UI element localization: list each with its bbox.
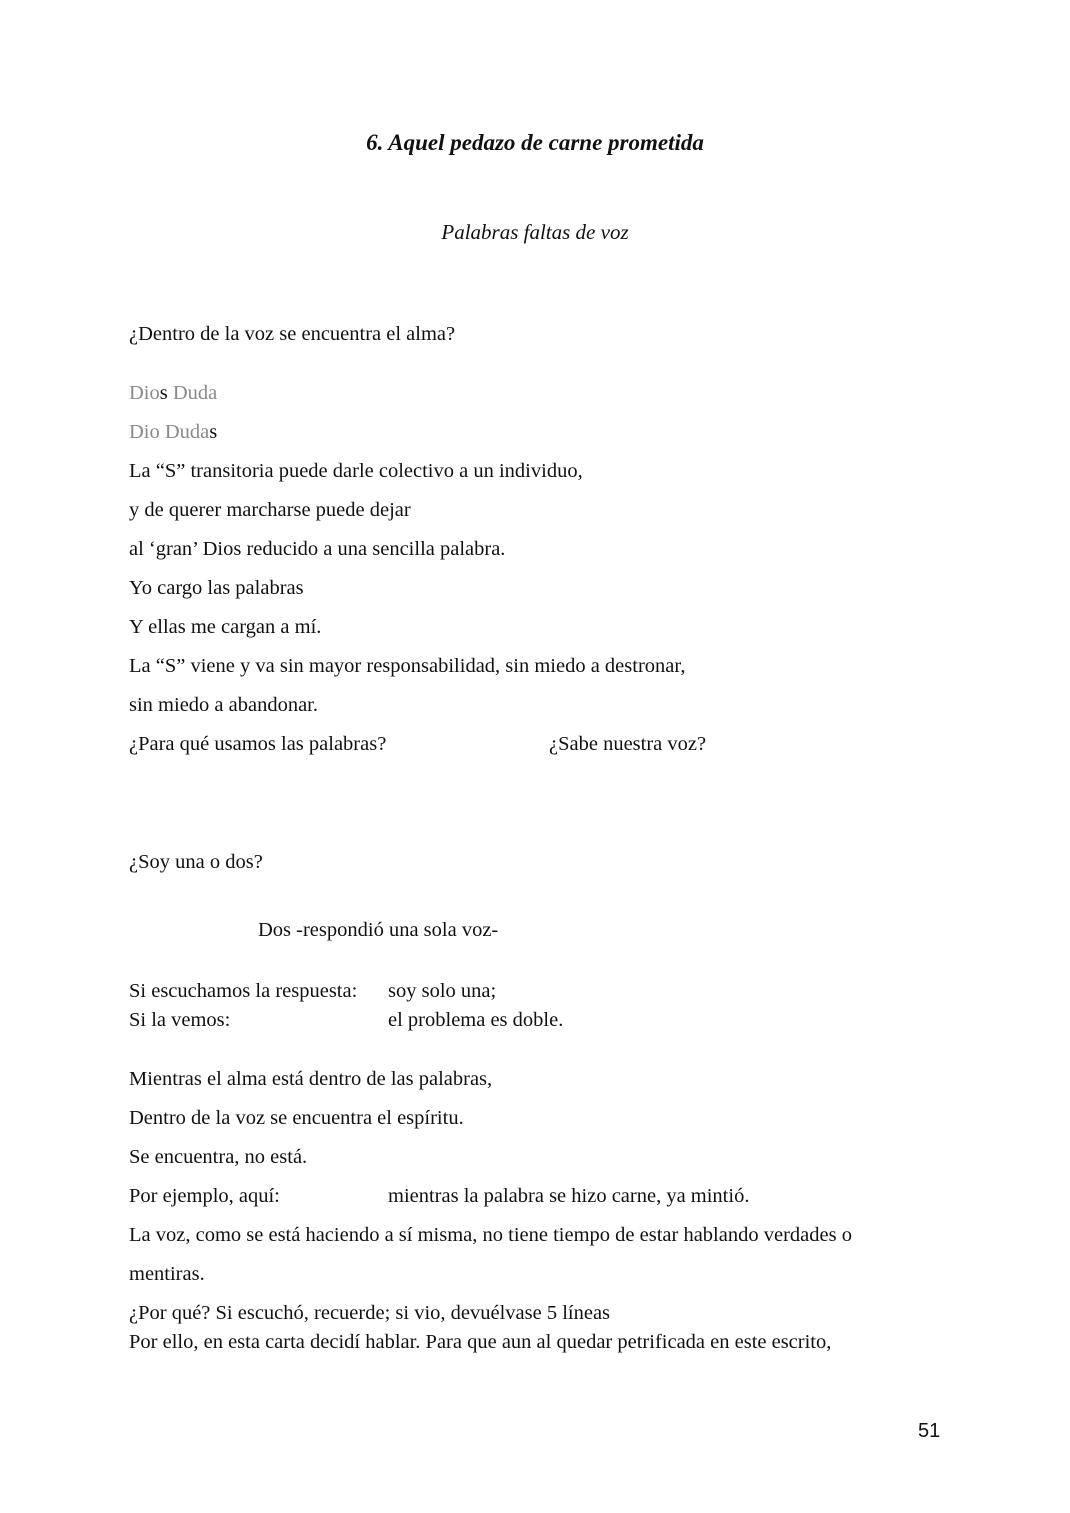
page-number: 51 [918, 1420, 941, 1442]
dio-dudas-line [129, 421, 217, 444]
question-palabras: ¿Para qué usamos las palabras? [129, 733, 387, 755]
stanza2-line: Se encuentra, no está. [129, 1146, 308, 1168]
response-line: Dos -respondió una sola voz- [258, 919, 499, 941]
chapter-title: 6. Aquel pedazo de carne prometida [366, 130, 704, 155]
escuchamos-answer: soy solo una; [388, 980, 497, 1002]
section-subtitle: Palabras faltas de voz [441, 220, 629, 244]
stanza1-line: Yo cargo las palabras [129, 577, 304, 599]
dios-duda-grey-2: Duda [167, 382, 218, 404]
stanza1-line: sin miedo a abandonar. [129, 694, 319, 716]
porque-line: ¿Por qué? Si escuchó, recuerde; si vio, devuélvase 5 líneas [129, 1302, 611, 1324]
ejemplo-text: mientras la palabra se hizo carne, ya mintió. [388, 1185, 750, 1207]
dio-dudas-grey: Dio Duda [129, 421, 210, 443]
stanza2-line: Dentro de la voz se encuentra el espíritu. [129, 1107, 464, 1129]
voz-line-1: La voz, como se está haciendo a sí misma, no tiene tiempo de estar hablando verdades o [129, 1224, 852, 1246]
stanza1-line: La “S” viene y va sin mayor responsabilidad, sin miedo a destronar, [129, 655, 686, 677]
escuchamos-label: Si escuchamos la respuesta: [129, 980, 358, 1002]
stanza1-line: y de querer marcharse puede dejar [129, 499, 411, 521]
stanza1-line: La “S” transitoria puede darle colectivo a un individuo, [129, 460, 583, 482]
ejemplo-label: Por ejemplo, aquí: [129, 1185, 280, 1207]
stanza1-line: Y ellas me cargan a mí. [129, 616, 322, 638]
por-ello-line: Por ello, en esta carta decidí hablar. Para que aun al quedar petrificada en este escrito, [129, 1331, 832, 1353]
vemos-answer: el problema es doble. [388, 1009, 564, 1031]
vemos-label: Si la vemos: [129, 1009, 231, 1031]
dios-duda-line [129, 382, 217, 405]
stanza1-line: al ‘gran’ Dios reducido a una sencilla palabra. [129, 538, 506, 560]
question-soy: ¿Soy una o dos? [129, 851, 263, 873]
dio-dudas-letter-s: s [209, 421, 218, 443]
dios-duda-letter-s: s [159, 382, 168, 404]
voz-line-2: mentiras. [129, 1263, 205, 1285]
dios-duda-grey-1: Dio [129, 382, 160, 404]
question-sabe: ¿Sabe nuestra voz? [549, 733, 707, 755]
question-alma: ¿Dentro de la voz se encuentra el alma? [129, 323, 456, 345]
stanza2-line: Mientras el alma está dentro de las palabras, [129, 1068, 493, 1090]
